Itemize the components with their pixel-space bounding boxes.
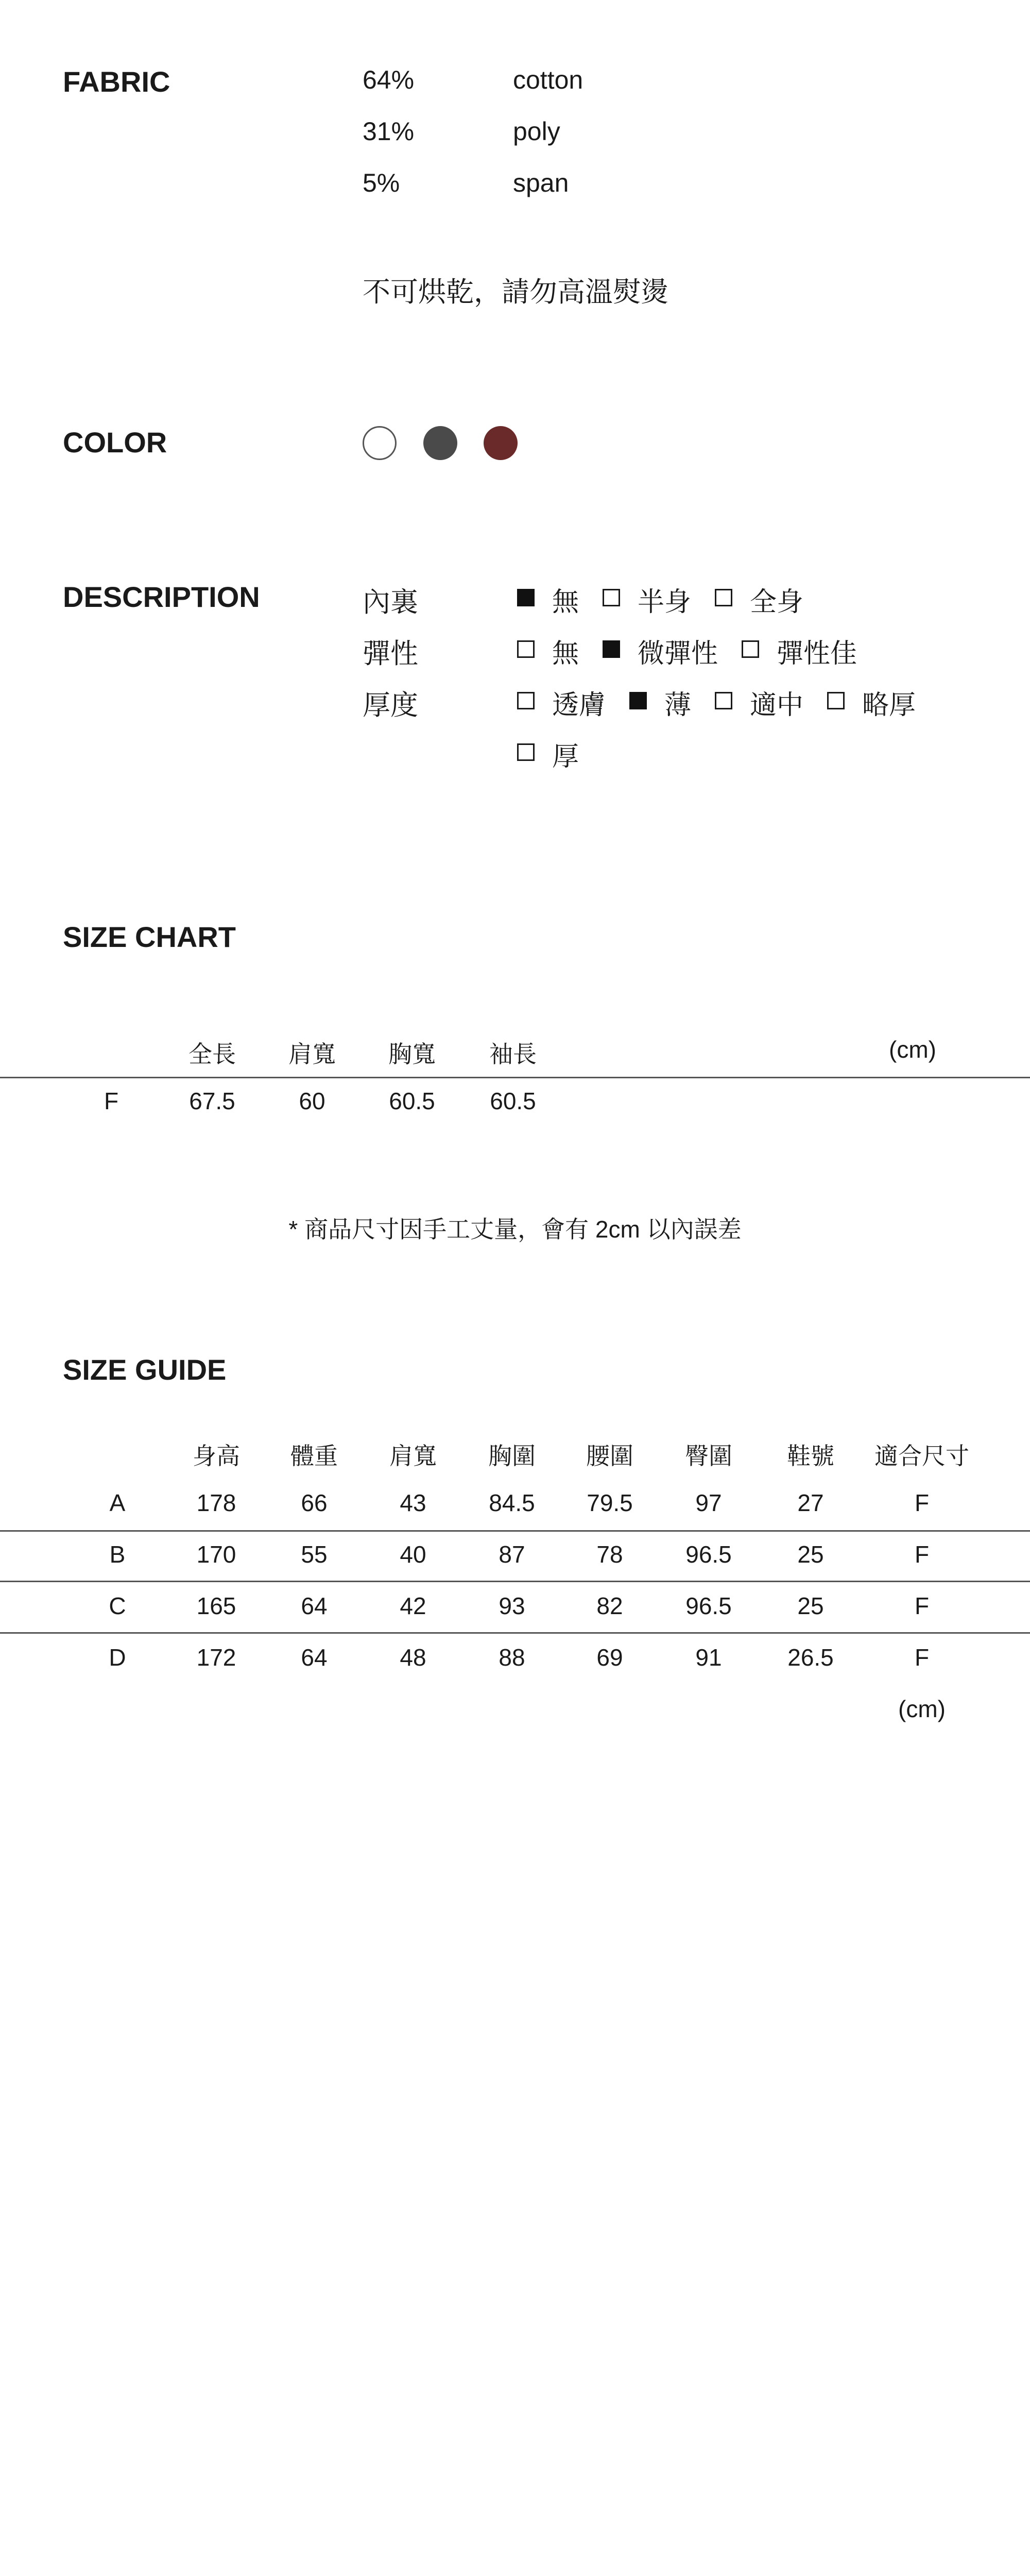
description-heading: DESCRIPTION bbox=[63, 581, 260, 613]
size-guide-cell: F bbox=[914, 1489, 930, 1516]
fabric-material-1: cotton bbox=[513, 65, 583, 94]
option-thickness-thick: 厚 bbox=[517, 735, 579, 773]
color-swatch-burgundy[interactable] bbox=[484, 426, 518, 460]
size-guide-cell: 27 bbox=[797, 1489, 824, 1516]
size-guide-cell: F bbox=[914, 1541, 930, 1568]
size-guide-cell: 84.5 bbox=[489, 1489, 535, 1516]
description-label-lining: 內裏 bbox=[363, 587, 418, 618]
option-lining-half: 半身 bbox=[603, 580, 691, 619]
description-options-thickness bbox=[517, 683, 939, 722]
size-chart-col-header: 袖長 bbox=[489, 1041, 537, 1067]
option-stretch-slight: 微彈性 bbox=[603, 632, 718, 670]
fabric-pct-2: 31% bbox=[363, 117, 415, 146]
checkbox-filled-icon bbox=[603, 640, 620, 658]
size-guide-cell: 26.5 bbox=[787, 1644, 834, 1671]
size-chart-col-header: 肩寬 bbox=[288, 1041, 336, 1067]
size-guide-cell: 97 bbox=[695, 1489, 722, 1516]
option-thickness-medium: 適中 bbox=[715, 683, 803, 722]
fabric-pct-1: 64% bbox=[363, 65, 415, 94]
size-guide-cell: 172 bbox=[196, 1644, 236, 1671]
description-options-stretch bbox=[517, 632, 881, 670]
option-thickness-slightly-thick: 略厚 bbox=[827, 683, 916, 722]
size-guide-cell: 96.5 bbox=[685, 1541, 732, 1568]
color-swatch-gray[interactable] bbox=[423, 426, 457, 460]
size-guide-col-header: 胸圍 bbox=[488, 1443, 536, 1469]
option-thickness-thin: 薄 bbox=[629, 683, 691, 722]
size-guide-cell: F bbox=[914, 1644, 930, 1671]
size-guide-row-model: B bbox=[109, 1541, 126, 1568]
size-guide-cell: 96.5 bbox=[685, 1592, 732, 1619]
size-guide-cell: 42 bbox=[400, 1592, 426, 1619]
size-guide-cell: 25 bbox=[797, 1541, 824, 1568]
size-chart-cell: 60 bbox=[299, 1088, 325, 1114]
checkbox-empty-icon bbox=[742, 640, 759, 658]
checkbox-filled-icon bbox=[517, 589, 535, 606]
size-guide-cell: 25 bbox=[797, 1592, 824, 1619]
size-guide-col-header: 臀圍 bbox=[685, 1443, 732, 1469]
size-guide-cell: 40 bbox=[400, 1541, 426, 1568]
size-chart-cell: 60.5 bbox=[389, 1088, 435, 1114]
size-chart-col-header: 全長 bbox=[188, 1041, 236, 1067]
size-guide-row-model: D bbox=[109, 1644, 126, 1671]
size-guide-col-header: 體重 bbox=[290, 1443, 338, 1469]
size-guide-cell: 88 bbox=[499, 1644, 525, 1671]
option-stretch-good: 彈性佳 bbox=[742, 632, 857, 670]
size-guide-cell: 43 bbox=[400, 1489, 426, 1516]
size-guide-cell: 69 bbox=[596, 1644, 623, 1671]
option-stretch-none: 無 bbox=[517, 632, 579, 670]
color-heading: COLOR bbox=[63, 426, 167, 459]
description-label-stretch: 彈性 bbox=[363, 638, 418, 669]
size-guide-cell: F bbox=[914, 1592, 930, 1619]
size-guide-cell: 87 bbox=[499, 1541, 525, 1568]
size-guide-cell: 48 bbox=[400, 1644, 426, 1671]
size-guide-cell: 178 bbox=[196, 1489, 236, 1516]
description-options-thickness-extra bbox=[517, 735, 603, 773]
size-guide-row-model: A bbox=[109, 1489, 126, 1516]
size-chart-unit: (cm) bbox=[889, 1036, 936, 1063]
size-guide-cell: 165 bbox=[196, 1592, 236, 1619]
option-thickness-sheer: 透膚 bbox=[517, 683, 606, 722]
size-chart-row-size: F bbox=[104, 1088, 119, 1114]
size-guide-unit: (cm) bbox=[898, 1696, 946, 1722]
size-guide-heading: SIZE GUIDE bbox=[63, 1353, 227, 1386]
checkbox-empty-icon bbox=[603, 589, 620, 606]
size-guide-cell: 170 bbox=[196, 1541, 236, 1568]
description-options-lining bbox=[517, 580, 827, 619]
checkbox-empty-icon bbox=[517, 640, 535, 658]
size-chart-cell: 60.5 bbox=[490, 1088, 536, 1114]
fabric-material-3: span bbox=[513, 168, 569, 197]
size-chart-divider bbox=[0, 1077, 1030, 1078]
fabric-care-note: 不可烘乾，請勿高溫熨燙 bbox=[363, 277, 668, 308]
size-guide-cell: 82 bbox=[596, 1592, 623, 1619]
size-chart-col-header: 胸寬 bbox=[388, 1041, 436, 1067]
size-chart-heading: SIZE CHART bbox=[63, 921, 236, 953]
color-swatch-white[interactable] bbox=[363, 426, 397, 460]
size-guide-col-header: 肩寬 bbox=[389, 1443, 437, 1469]
fabric-material-2: poly bbox=[513, 117, 560, 146]
checkbox-empty-icon bbox=[827, 692, 845, 709]
size-guide-col-header: 身高 bbox=[193, 1443, 240, 1469]
size-guide-col-header: 腰圍 bbox=[586, 1443, 633, 1469]
size-guide-cell: 55 bbox=[301, 1541, 328, 1568]
size-guide-divider bbox=[0, 1581, 1030, 1582]
size-guide-cell: 64 bbox=[301, 1592, 328, 1619]
size-guide-cell: 64 bbox=[301, 1644, 328, 1671]
size-guide-cell: 79.5 bbox=[587, 1489, 633, 1516]
size-guide-cell: 66 bbox=[301, 1489, 328, 1516]
checkbox-empty-icon bbox=[715, 589, 732, 606]
checkbox-empty-icon bbox=[517, 743, 535, 761]
size-guide-cell: 91 bbox=[695, 1644, 722, 1671]
size-guide-divider bbox=[0, 1530, 1030, 1532]
size-chart-cell: 67.5 bbox=[189, 1088, 235, 1114]
size-guide-col-header: 適合尺寸 bbox=[874, 1443, 969, 1469]
size-guide-row-model: C bbox=[109, 1592, 126, 1619]
size-guide-divider bbox=[0, 1632, 1030, 1634]
description-label-thickness: 厚度 bbox=[363, 690, 418, 721]
size-guide-cell: 78 bbox=[596, 1541, 623, 1568]
checkbox-filled-icon bbox=[629, 692, 647, 709]
fabric-heading: FABRIC bbox=[63, 65, 170, 98]
option-lining-none: 無 bbox=[517, 580, 579, 619]
size-guide-cell: 93 bbox=[499, 1592, 525, 1619]
checkbox-empty-icon bbox=[715, 692, 732, 709]
option-lining-full: 全身 bbox=[715, 580, 803, 619]
checkbox-empty-icon bbox=[517, 692, 535, 709]
size-guide-col-header: 鞋號 bbox=[787, 1443, 834, 1469]
fabric-pct-3: 5% bbox=[363, 168, 400, 197]
size-chart-note: * 商品尺寸因手工丈量，會有 2cm 以內誤差 bbox=[288, 1216, 742, 1243]
